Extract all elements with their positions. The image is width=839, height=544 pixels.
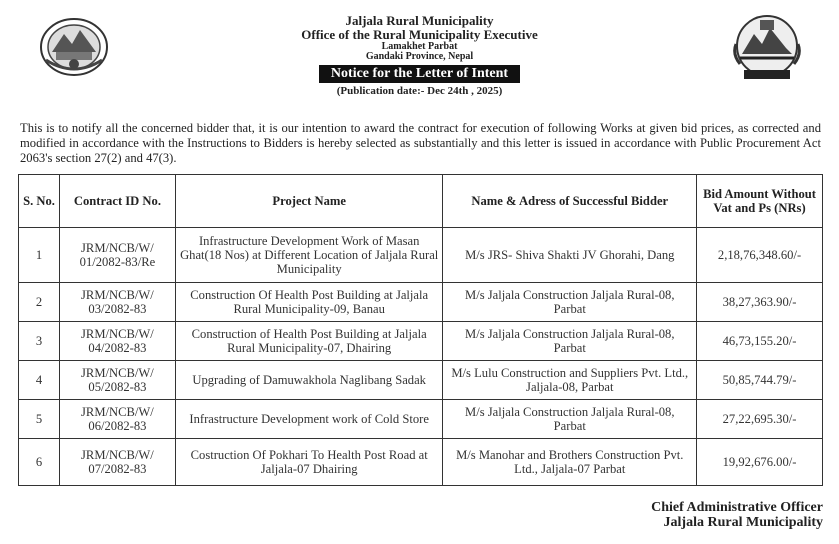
cell-contract-id: JRM/NCB/W/ 06/2082-83 bbox=[59, 400, 175, 439]
cell-contract-id: JRM/NCB/W/ 04/2082-83 bbox=[59, 322, 175, 361]
cell-contract-id: JRM/NCB/W/ 03/2082-83 bbox=[59, 283, 175, 322]
cell-project: Costruction Of Pokhari To Health Post Road at Jaljala-07 Dhairing bbox=[175, 439, 443, 486]
cell-sno: 1 bbox=[19, 228, 60, 283]
cell-project: Infrastructure Development work of Cold Store bbox=[175, 400, 443, 439]
table-row bbox=[19, 283, 823, 322]
cell-bidder: M/s Lulu Construction and Suppliers Pvt. Ltd., Jaljala-08, Parbat bbox=[443, 361, 697, 400]
cell-bidder: M/s Jaljala Construction Jaljala Rural-08, Parbat bbox=[443, 322, 697, 361]
cell-amount: 38,27,363.90/- bbox=[697, 283, 823, 322]
cell-sno: 4 bbox=[19, 361, 60, 400]
signature-block bbox=[651, 500, 823, 530]
header-bidder: Name & Adress of Successful Bidder bbox=[443, 175, 697, 228]
signatory-title: Chief Administrative Officer bbox=[651, 500, 823, 515]
cell-project: Upgrading of Damuwakhola Naglibang Sadak bbox=[175, 361, 443, 400]
cell-project: Infrastructure Development Work of Masan Ghat(18 Nos) at Different Location of Jaljala Rural Municipality bbox=[175, 228, 443, 283]
cell-project: Construction of Health Post Building at Jaljala Rural Municipality-07, Dhairing bbox=[175, 322, 443, 361]
cell-amount: 27,22,695.30/- bbox=[697, 400, 823, 439]
award-table bbox=[18, 174, 823, 486]
cell-bidder: M/s Manohar and Brothers Construction Pvt. Ltd., Jaljala-07 Parbat bbox=[443, 439, 697, 486]
header-contract-id: Contract ID No. bbox=[59, 175, 175, 228]
cell-bidder: M/s Jaljala Construction Jaljala Rural-08, Parbat bbox=[443, 283, 697, 322]
cell-sno: 2 bbox=[19, 283, 60, 322]
cell-amount: 50,85,744.79/- bbox=[697, 361, 823, 400]
cell-contract-id: JRM/NCB/W/ 05/2082-83 bbox=[59, 361, 175, 400]
header-sno: S. No. bbox=[19, 175, 60, 228]
cell-contract-id: JRM/NCB/W/ 07/2082-83 bbox=[59, 439, 175, 486]
location-line-1: Lamakhet Parbat bbox=[381, 41, 458, 52]
header-project-name: Project Name bbox=[175, 175, 443, 228]
header-bid-amount: Bid Amount Without Vat and Ps (NRs) bbox=[697, 175, 823, 228]
cell-sno: 6 bbox=[19, 439, 60, 486]
signatory-org: Jaljala Rural Municipality bbox=[663, 515, 823, 530]
table-header-row bbox=[19, 175, 823, 228]
office-name: Office of the Rural Municipality Executive bbox=[301, 27, 538, 42]
cell-amount: 19,92,676.00/- bbox=[697, 439, 823, 486]
municipality-name: Jaljala Rural Municipality bbox=[345, 13, 494, 28]
table-row bbox=[19, 228, 823, 283]
cell-amount: 46,73,155.20/- bbox=[697, 322, 823, 361]
location-line-2: Gandaki Province, Nepal bbox=[365, 51, 474, 62]
cell-sno: 5 bbox=[19, 400, 60, 439]
notice-title: Notice for the Letter of Intent bbox=[319, 65, 520, 83]
notice-header bbox=[0, 14, 839, 97]
intro-paragraph: This is to notify all the concerned bidder that, it is our intention to award the contract for execution of following Works at given bid prices, as corrected and modified in accordance with the Instructions to Bidders is hereby selected as substantially and this letter is issued in accordance with Public Procurement Act 2063's section 27(2) and 47(3). bbox=[20, 121, 821, 165]
cell-contract-id: JRM/NCB/W/ 01/2082-83/Re bbox=[59, 228, 175, 283]
publication-date: (Publication date:- Dec 24th , 2025) bbox=[336, 85, 503, 97]
cell-sno: 3 bbox=[19, 322, 60, 361]
table-row bbox=[19, 361, 823, 400]
cell-amount: 2,18,76,348.60/- bbox=[697, 228, 823, 283]
table-row bbox=[19, 322, 823, 361]
table-row bbox=[19, 439, 823, 486]
cell-bidder: M/s Jaljala Construction Jaljala Rural-08, Parbat bbox=[443, 400, 697, 439]
cell-bidder: M/s JRS- Shiva Shakti JV Ghorahi, Dang bbox=[443, 228, 697, 283]
table-row bbox=[19, 400, 823, 439]
cell-project: Construction Of Health Post Building at Jaljala Rural Municipality-09, Banau bbox=[175, 283, 443, 322]
